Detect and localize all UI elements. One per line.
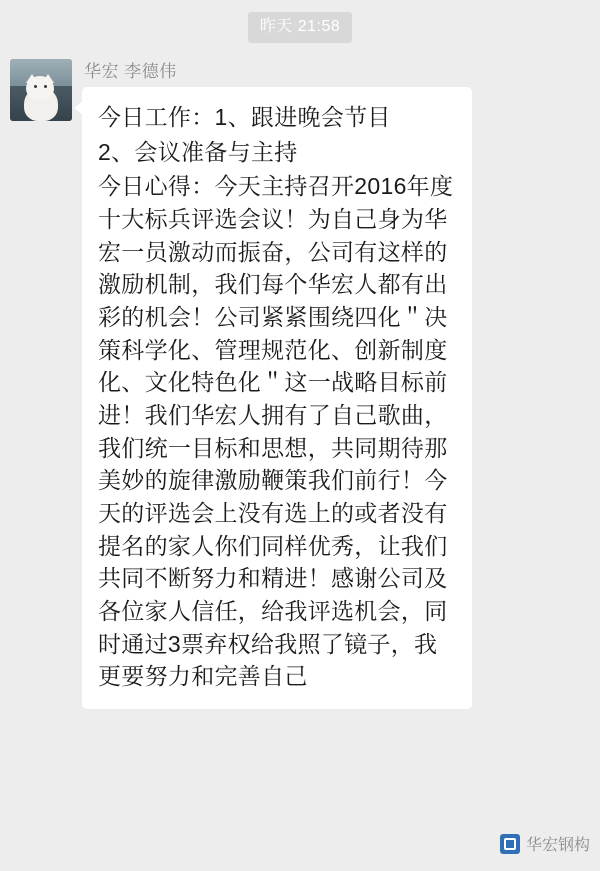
cat-eye-right-shape bbox=[44, 85, 47, 88]
message-row bbox=[0, 43, 600, 709]
watermark-badge bbox=[500, 832, 590, 855]
message-timestamp: 昨天 21:58 bbox=[248, 12, 353, 43]
message-column bbox=[82, 59, 472, 709]
message-line: 今日工作：1、跟进晚会节目 bbox=[98, 104, 391, 130]
huahong-logo-icon bbox=[500, 834, 520, 854]
timestamp-row bbox=[0, 0, 600, 43]
message-bubble[interactable] bbox=[82, 87, 472, 709]
cat-eye-left-shape bbox=[34, 85, 37, 88]
cat-photo-avatar[interactable] bbox=[10, 59, 72, 121]
message-sender-name: 华宏 李德伟 bbox=[84, 62, 177, 81]
message-line: 2、会议准备与主持 bbox=[98, 138, 298, 165]
message-line: 今日心得：今天主持召开2016年度十大标兵评选会议！为自己身为华宏一员激动而振奋，公司有这样的激励机制，我们每个华宏人都有出彩的机会！公司紧紧围绕四化＂决策科学化、管理规范化、创新制度化、文化特色化＂这一战略目标前进！我们华宏人拥有了自己歌曲，我们统一目标和思想，共同期待那美妙的旋律激励鞭策我们前行！今天的评选会上没有选上的或者没有提名的家人你们同样优秀，让我们共同不断努力和精进！感谢公司及各位家人信任，给我评选机会，同时通过3票弃权给我照了镜子，我更要努力和完善自己 bbox=[98, 173, 454, 690]
cat-head-shape bbox=[26, 76, 54, 101]
watermark-label: 华宏钢构 bbox=[525, 837, 590, 854]
